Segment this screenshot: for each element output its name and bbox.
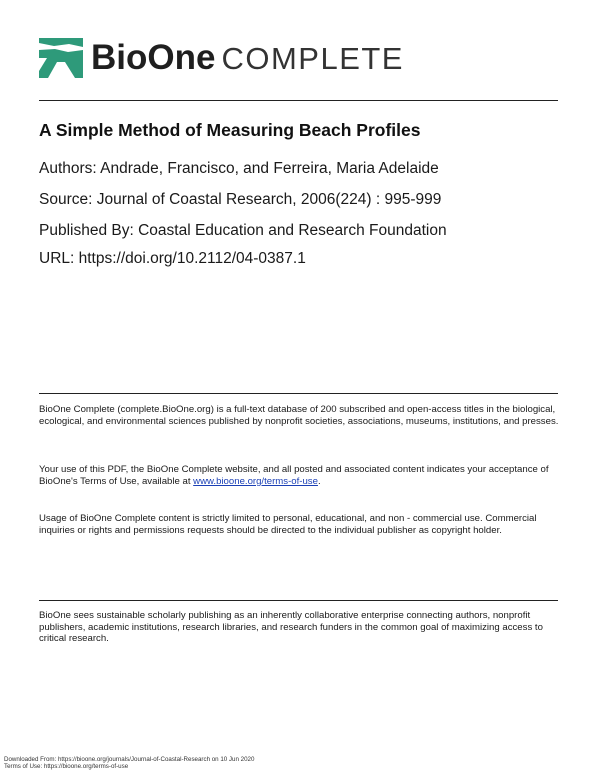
article-url: URL: https://doi.org/10.2112/04-0387.1	[39, 250, 306, 267]
about-paragraph: BioOne Complete (complete.BioOne.org) is a full-text database of 200 subscribed and open-access titles in the biological, ecological, and environmental sciences published by nonprofit societies, associations, museums, institutions, and presses.	[39, 404, 559, 427]
notice-divider-bottom	[39, 600, 558, 601]
article-authors: Authors: Andrade, Francisco, and Ferreira, Maria Adelaide	[39, 160, 439, 177]
article-publisher: Published By: Coastal Education and Research Foundation	[39, 222, 447, 239]
logo-complete-text: COMPLETE	[221, 40, 404, 76]
terms-prefix-text: Your use of this PDF, the BioOne Complete website, and all posted and associated content indicates your acceptance of BioOne's Terms of Use, available at	[39, 464, 549, 487]
usage-paragraph: Usage of BioOne Complete content is strictly limited to personal, educational, and non - commercial use. Commercial inquiries or rights and permissions requests should be directed to the individual publisher as copyright holder.	[39, 513, 537, 536]
terms-paragraph	[39, 464, 564, 487]
notice-divider-top	[39, 393, 558, 394]
footer-terms-of-use: Terms of Use: https://bioone.org/terms-of-use	[4, 763, 129, 770]
footer-downloaded-from: Downloaded From: https://bioone.org/journals/Journal-of-Coastal-Research on 10 Jun 2020	[4, 756, 255, 763]
logo-bioone-text: BioOne	[91, 37, 216, 77]
terms-suffix-text: .	[317, 475, 321, 487]
bioone-logo	[39, 38, 404, 78]
mission-paragraph: BioOne sees sustainable scholarly publishing as an inherently collaborative enterprise connecting authors, nonprofit publishers, academic institutions, research libraries, and research funders in the common goal of maximizing access to critical research.	[39, 610, 543, 644]
article-title: A Simple Method of Measuring Beach Profiles	[39, 120, 421, 140]
logo-wordmark	[91, 38, 404, 79]
terms-of-use-link[interactable]: www.bioone.org/terms-of-use	[193, 475, 318, 487]
header-divider	[39, 100, 558, 101]
article-source: Source: Journal of Coastal Research, 2006(224) : 995-999	[39, 191, 442, 208]
bioone-logo-mark-icon	[39, 38, 83, 78]
